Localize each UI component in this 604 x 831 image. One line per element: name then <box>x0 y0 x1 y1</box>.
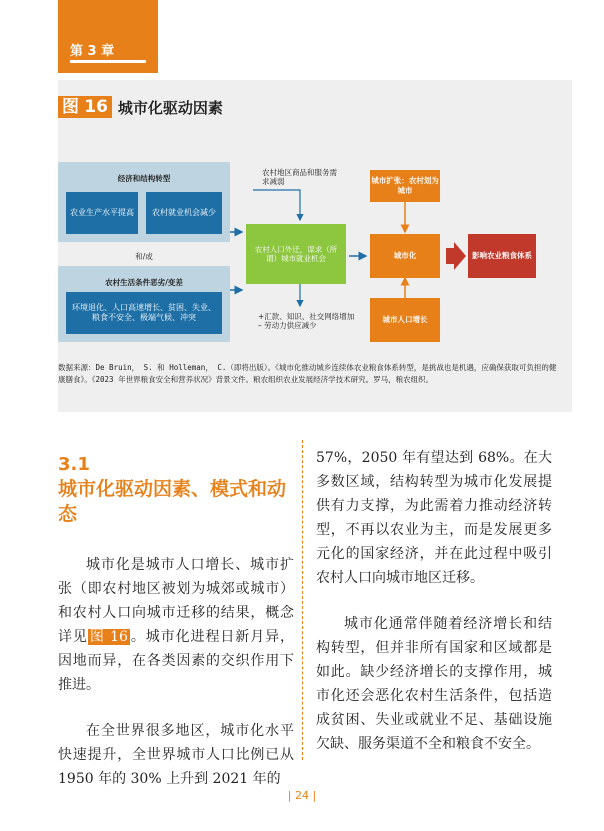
and-or-label: 和/或 <box>135 252 153 261</box>
rural-conditions-title: 农村生活条件恶劣/变差 <box>105 278 183 287</box>
arrow-urban-to-impact <box>446 242 466 270</box>
rural-jobs-box: 农村就业机会减少 <box>146 192 222 234</box>
arrow-demand <box>253 190 300 220</box>
urbanization-box: 城市化 <box>370 234 440 278</box>
agri-productivity-box: 农业生产水平提高 <box>66 192 138 234</box>
agrifood-impact-box: 影响农业粮食体系 <box>468 234 536 278</box>
right-column <box>316 446 552 756</box>
rural-conditions-box: 环境退化、人口高速增长、贫困、失业、粮食不安全、极端气候、冲突 <box>66 292 222 334</box>
column-divider <box>302 440 303 760</box>
urban-pop-growth-box: 城市人口增长 <box>370 298 440 342</box>
chapter-label: 第 3 章 <box>70 44 115 59</box>
figure-16-link[interactable]: 图 16 <box>89 629 128 645</box>
econ-group-title: 经济和结构转型 <box>117 174 171 183</box>
figure-panel <box>58 80 572 412</box>
paragraph-3: 57%，2050 年有望达到 68%。在大多数区域，结构转型为城市化发展提供有力支撑，为此需着力推动经济转型，不再以农业为主，而是发展更多元化的国家经济，并在此过程中吸引农村人口向城市地区迁移。 <box>316 450 552 586</box>
paragraph-4: 城市化通常伴随着经济增长和结构转型，但并非所有国家和区域都是如此。缺少经济增长的支撑作用，城市化还会恶化农村生活条件，包括造成贫困、失业或就业不足、基础设施欠缺、服务渠道不全和粮食不安全。 <box>316 616 552 752</box>
urban-expansion-box: 城市扩张：农村划为城市 <box>370 170 440 202</box>
paragraph-2: 在全世界很多地区，城市化水平快速提升，全世界城市人口比例已从 1950 年的 30% 上升到 2021 年的 <box>58 723 294 787</box>
figure-tag <box>58 96 112 118</box>
left-column <box>58 454 294 791</box>
remittance-note: +汇款、知识、社交网络增加 – 劳动力供应减少 <box>258 312 355 330</box>
paragraph-1-text-after: 。城市化进程日新月异，因地而异，在各类因素的交织作用下推进。 <box>58 629 295 693</box>
section-title: 城市化驱动因素、模式和动态 <box>58 478 287 525</box>
demand-note: 农村地区商品和服务需求减弱 <box>262 168 337 186</box>
migration-box: 农村人口外迁，谋求（所谓）城市就业机会 <box>246 224 346 284</box>
paragraph-1 <box>58 553 294 697</box>
page-number: | 24 | <box>287 789 317 802</box>
figure-title: 城市化驱动因素 <box>117 98 223 117</box>
figure-header <box>58 96 223 118</box>
section-number: 3.1 <box>58 454 90 475</box>
paragraph-1-text: 城市化是城市人口增长、城市扩张（即农村地区被划为城郊或城市）和农村人口向城市迁移的结果，概念详见 <box>58 557 294 645</box>
source-note: 数据来源：De Bruin， S. 和 Holleman， C.（即将出版）。《城市化推动城乡连续体农业粮食体系转型，是挑战也是机遇，应确保获取可负担的健康膳食》。《2023 年世界粮食安全和营养状况》背景文件。粮农组织农业发展经济学技术研究。罗马，粮农组织。 <box>58 363 557 384</box>
figure-tag-number: 16 <box>84 97 108 117</box>
figure-tag-prefix: 图 <box>62 97 79 117</box>
driver-diagram <box>58 162 572 427</box>
chapter-tab <box>58 0 158 73</box>
chapter-underline <box>70 60 146 63</box>
